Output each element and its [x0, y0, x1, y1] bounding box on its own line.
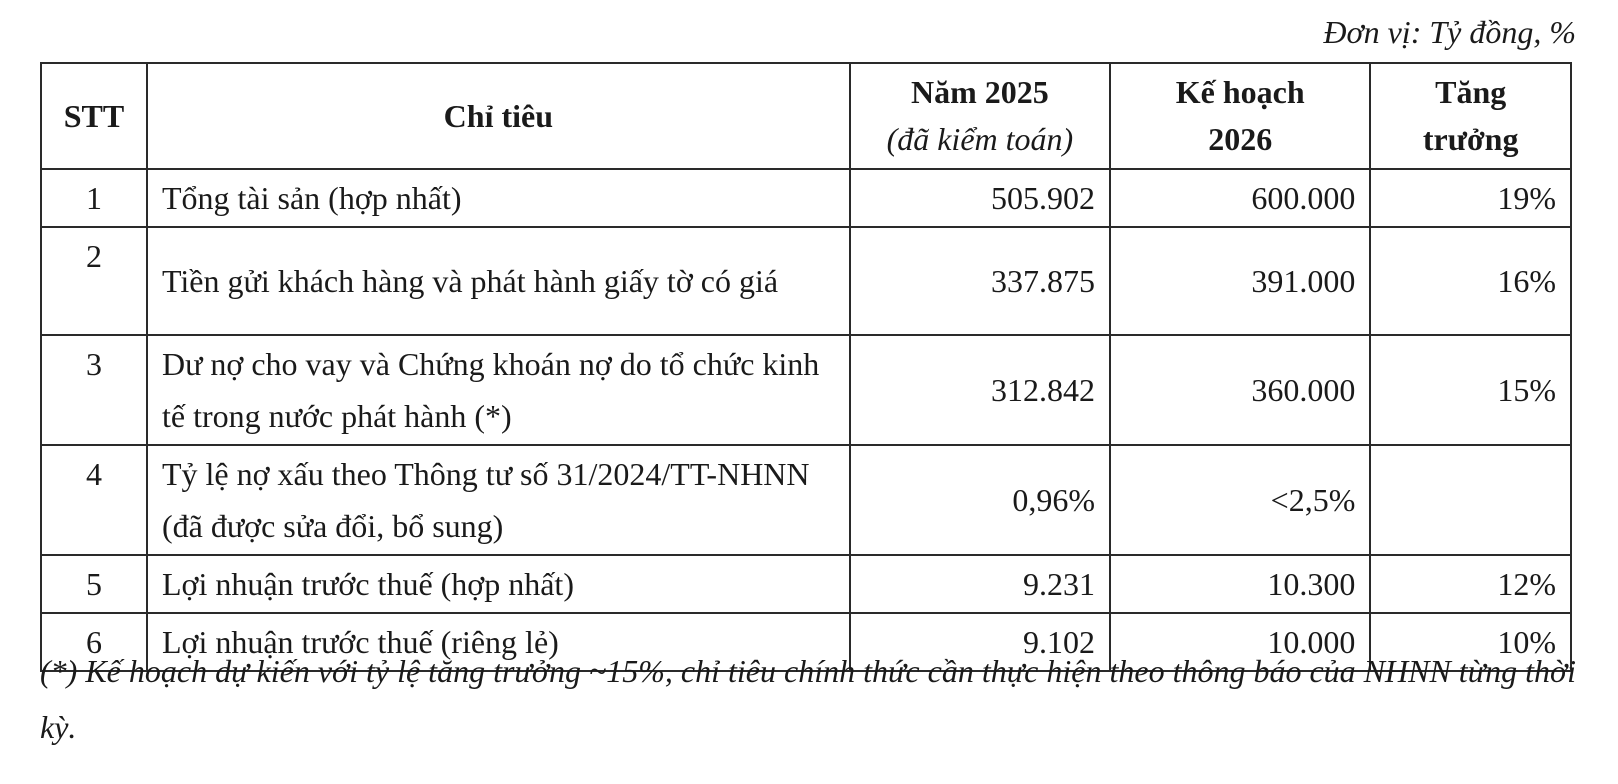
footnote: (*) Kế hoạch dự kiến với tỷ lệ tăng trưởng ~15%, chỉ tiêu chính thức cần thực hiện theo thông báo của NHNN từng thời kỳ.: [40, 653, 1576, 745]
row-stt: 3: [41, 335, 147, 445]
table-row: [41, 227, 1571, 335]
row-growth: 19%: [1370, 169, 1571, 227]
row-growth: 10%: [1370, 613, 1571, 671]
row-name: Lợi nhuận trước thuế (hợp nhất): [147, 555, 850, 613]
row-growth: 15%: [1370, 335, 1571, 445]
row-year2025: 337.875: [850, 227, 1110, 335]
table-row: [41, 335, 1571, 445]
row-stt: 5: [41, 555, 147, 613]
row-plan2026: 391.000: [1110, 227, 1370, 335]
row-plan2026: 10.300: [1110, 555, 1370, 613]
row-year2025: 505.902: [850, 169, 1110, 227]
table-row: [41, 169, 1571, 227]
header-year2025-note: (đã kiểm toán): [886, 121, 1074, 157]
row-year2025: 9.102: [850, 613, 1110, 671]
header-growth-line1: Tăng: [1435, 74, 1507, 110]
header-row: [41, 63, 1571, 169]
row-plan2026: 600.000: [1110, 169, 1370, 227]
header-plan2026-year: 2026: [1208, 121, 1273, 157]
row-stt: 1: [41, 169, 147, 227]
row-name: Tỷ lệ nợ xấu theo Thông tư số 31/2024/TT-NHNN (đã được sửa đổi, bổ sung): [147, 445, 850, 555]
row-year2025: 312.842: [850, 335, 1110, 445]
table-row: [41, 445, 1571, 555]
header-stt: STT: [41, 63, 147, 169]
row-plan2026: 10.000: [1110, 613, 1370, 671]
header-name: Chỉ tiêu: [147, 63, 850, 169]
row-year2025: 9.231: [850, 555, 1110, 613]
header-plan2026: [1110, 63, 1370, 169]
header-growth: [1370, 63, 1571, 169]
unit-label: Đơn vị: Tỷ đồng, %: [1323, 14, 1576, 50]
row-stt: 2: [41, 227, 147, 335]
row-plan2026: <2,5%: [1110, 445, 1370, 555]
row-stt: 4: [41, 445, 147, 555]
targets-table: [40, 62, 1572, 672]
header-year2025: [850, 63, 1110, 169]
row-plan2026: 360.000: [1110, 335, 1370, 445]
row-stt: 6: [41, 613, 147, 671]
header-growth-line2: trưởng: [1422, 121, 1519, 157]
header-year2025-title: Năm 2025: [910, 74, 1049, 110]
row-growth: 16%: [1370, 227, 1571, 335]
row-year2025: 0,96%: [850, 445, 1110, 555]
row-growth: [1370, 445, 1571, 555]
row-name: Lợi nhuận trước thuế (riêng lẻ): [147, 613, 850, 671]
row-name: Dư nợ cho vay và Chứng khoán nợ do tổ chức kinh tế trong nước phát hành (*): [147, 335, 850, 445]
row-name: Tổng tài sản (hợp nhất): [147, 169, 850, 227]
header-plan2026-title: Kế hoạch: [1175, 74, 1305, 110]
row-growth: 12%: [1370, 555, 1571, 613]
table-row: [41, 555, 1571, 613]
row-name: Tiền gửi khách hàng và phát hành giấy tờ có giá: [147, 227, 850, 335]
